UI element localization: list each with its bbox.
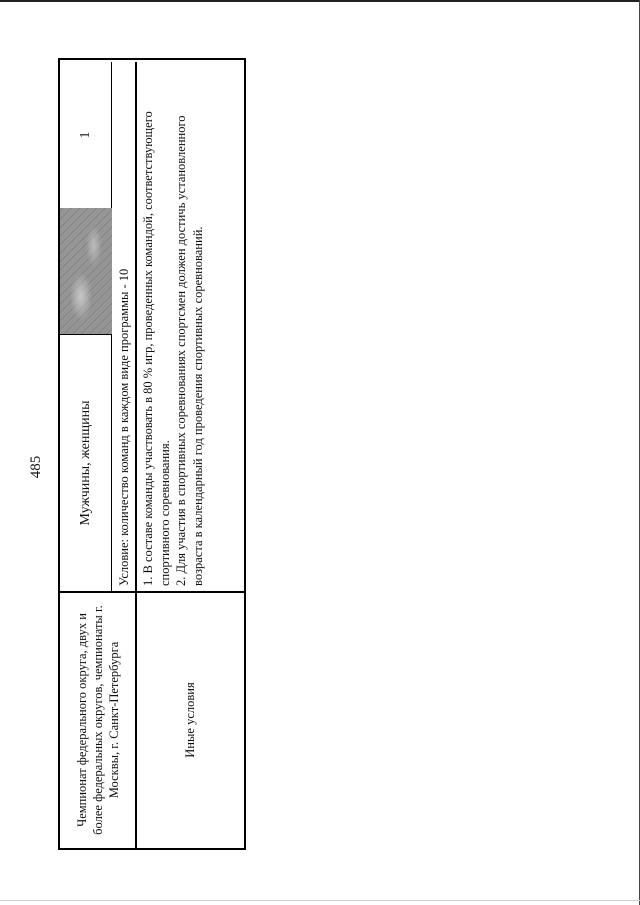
page-number: 485 — [28, 455, 44, 479]
competition-name-cell — [60, 592, 136, 848]
scan-bottom-border — [0, 900, 640, 901]
rotated-document-page — [28, 60, 244, 850]
other-condition-item: 2. Для участия в спортивных соревнованиях спортсмен должен достичь установленного возраста в календарный год проведения спортивных соревнований. — [174, 115, 205, 586]
redacted-image-cell — [60, 208, 112, 334]
participants: Мужчины, женщины — [78, 400, 93, 526]
other-condition-item: 1. В составе команды участвовать в 80 % игр, проведенных командой, соответствующего спортивного соревнования. — [141, 111, 172, 586]
condition-cell — [112, 62, 136, 592]
condition-text: Условие: количество команд в каждом виде программы - 10 — [117, 268, 131, 586]
rank-number-cell — [60, 62, 112, 208]
other-conditions-label-cell — [136, 592, 244, 848]
rank-number: 1 — [78, 131, 93, 139]
other-conditions-label: Иные условия — [183, 682, 197, 758]
scan-top-border — [0, 0, 640, 2]
competition-name: Чемпионат федерального округа, двух и более федеральных округов, чемпионаты г. Москвы, г. Санкт-Петербурга — [75, 605, 121, 835]
participants-cell — [60, 334, 112, 592]
other-conditions-cell — [136, 62, 244, 592]
requirements-table — [58, 58, 246, 850]
